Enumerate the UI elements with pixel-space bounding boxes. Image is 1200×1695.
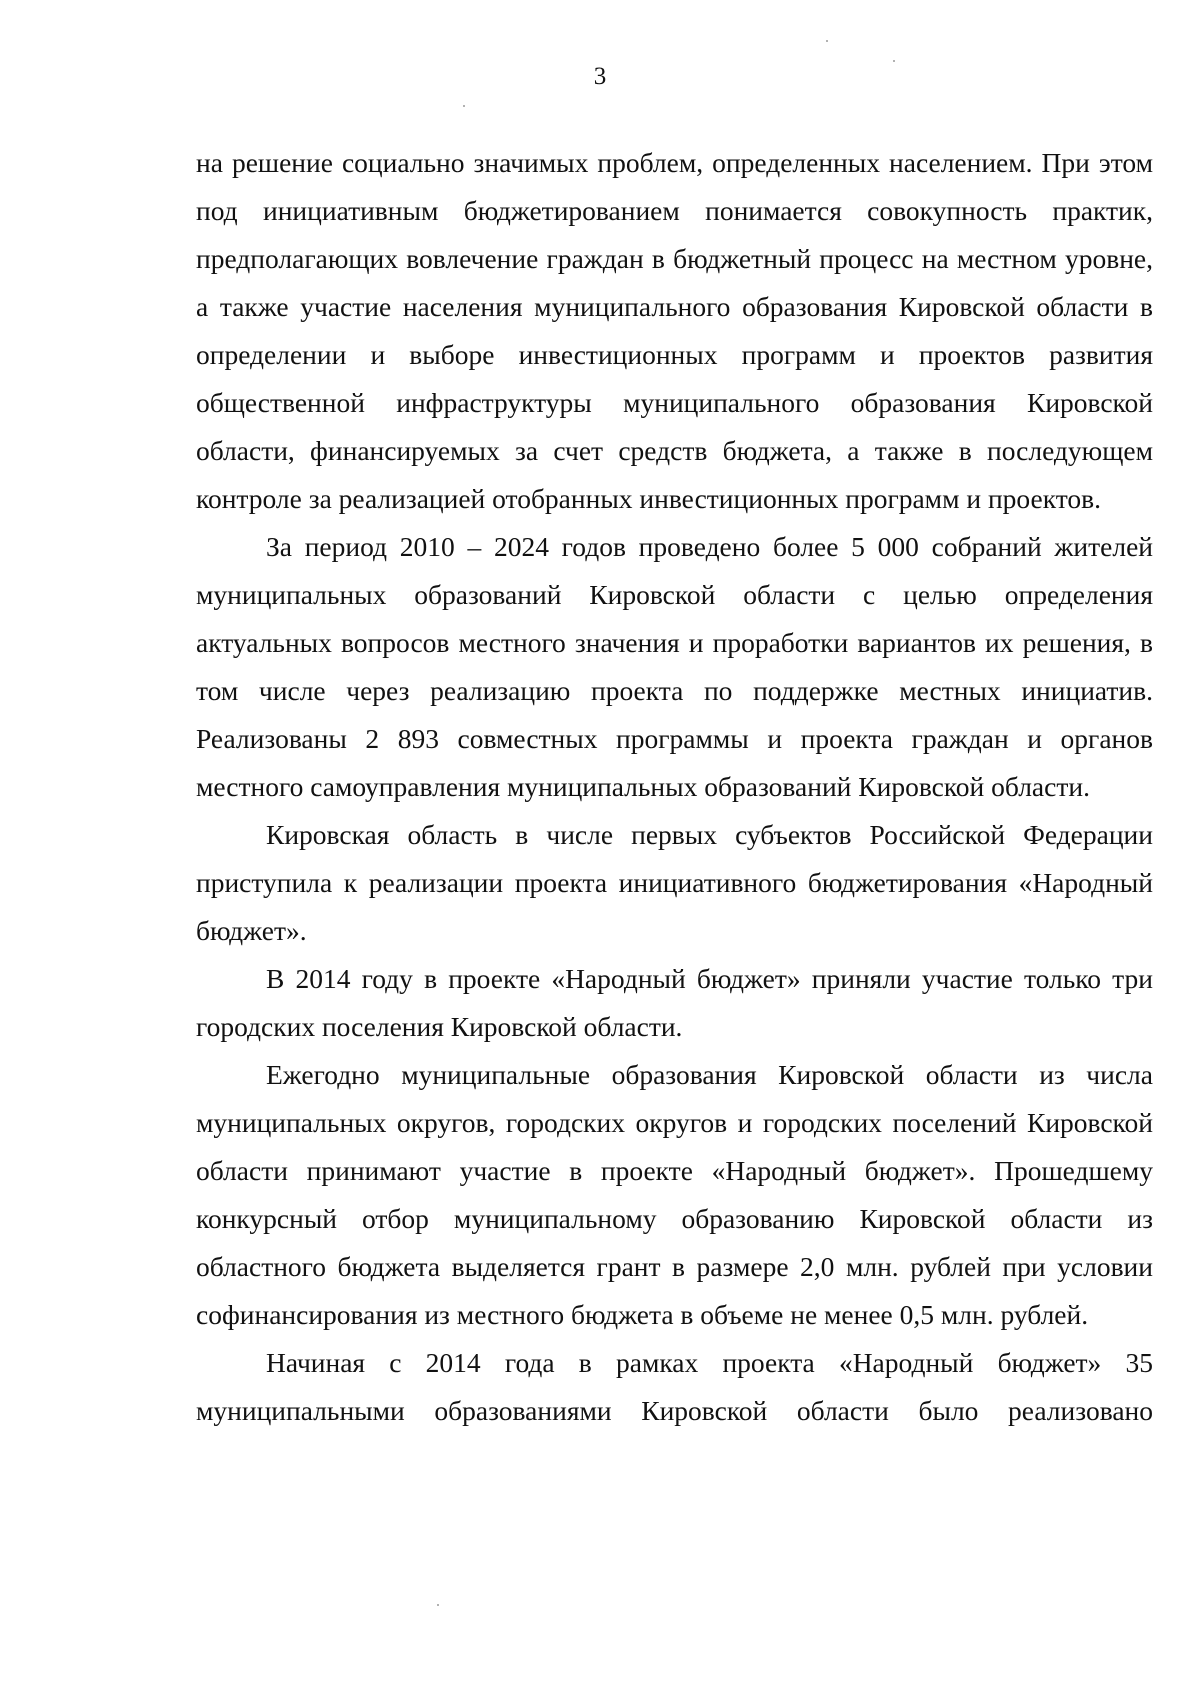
paragraph-continuation: на решение социально значимых проблем, определенных населением. При этом под инициативным бюджетированием понимается совокупность практик, предполагающих вовлечение граждан в бюджетный процесс на местном уровне, а также участие населения муниципального образования Кировской области в определении и выборе инвестиционных программ и проектов развития общественной инфраструктуры муниципального образования Кировской области, финансируемых за счет средств бюджета, а также в последующем контроле за реализацией отобранных инвестиционных программ и проектов. <box>196 147 1153 514</box>
paragraph-annual-grant: Ежегодно муниципальные образования Кировской области из числа муниципальных округов, городских округов и городских поселений Кировской области принимают участие в проекте «Народный бюджет». Прошедшему конкурсный отбор муниципальному образованию Кировской области из областного бюджета выделяется грант в размере 2,0 млн. рублей при условии софинансирования из местного бюджета в объеме не менее 0,5 млн. рублей. <box>196 1059 1153 1330</box>
document-body <box>196 139 1153 1435</box>
paragraph-2014-participants: В 2014 году в проекте «Народный бюджет» приняли участие только три городских поселения Кировской области. <box>196 963 1153 1042</box>
paragraph-since-2014: Начиная с 2014 года в рамках проекта «Народный бюджет» 35 муниципальными образованиями Кировской области было реализовано <box>196 1347 1153 1426</box>
paragraph-meetings: За период 2010 – 2024 годов проведено более 5 000 собраний жителей муниципальных образований Кировской области с целью определения актуальных вопросов местного значения и проработки вариантов их решения, в том числе через реализацию проекта по поддержке местных инициатив. Реализованы 2 893 совместных программы и проекта граждан и органов местного самоуправления муниципальных образований Кировской области. <box>196 531 1153 802</box>
scan-speck <box>893 60 895 62</box>
scan-speck <box>437 1604 439 1606</box>
scan-speck <box>826 40 828 42</box>
scan-speck <box>463 105 465 107</box>
page-number: 3 <box>593 63 607 90</box>
paragraph-kirov-first: Кировская область в числе первых субъектов Российской Федерации приступила к реализации проекта инициативного бюджетирования «Народный бюджет». <box>196 819 1153 946</box>
